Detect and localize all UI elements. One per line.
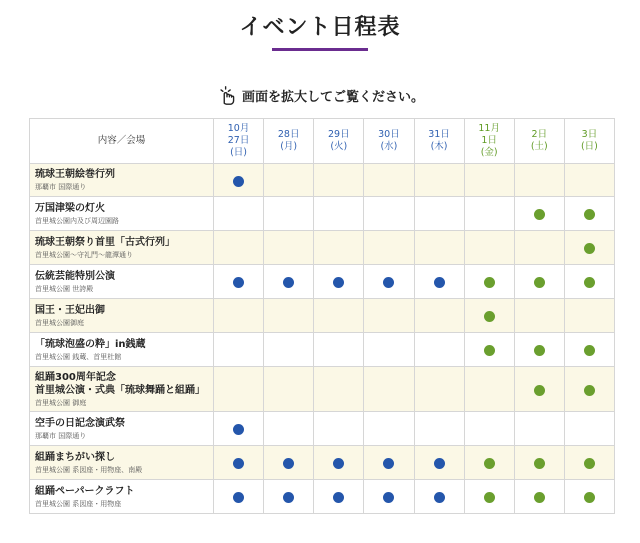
- table-row: [30, 446, 615, 480]
- date-header-line: 1日: [481, 135, 497, 146]
- schedule-cell: [564, 333, 614, 367]
- event-name: 空手の日記念演武祭: [35, 417, 125, 429]
- scheduled-dot-icon: [233, 176, 244, 187]
- date-header-line: 31日: [428, 129, 450, 140]
- event-venue: 首里城公園内及び周辺園路: [35, 216, 119, 225]
- schedule-cell: [414, 333, 464, 367]
- schedule-cell: [214, 446, 264, 480]
- schedule-cell: [514, 265, 564, 299]
- date-column-header: [514, 119, 564, 164]
- scheduled-dot-icon: [484, 277, 495, 288]
- scheduled-dot-icon: [233, 424, 244, 435]
- scheduled-dot-icon: [484, 458, 495, 469]
- schedule-cell: [264, 197, 314, 231]
- scheduled-dot-icon: [233, 458, 244, 469]
- schedule-cell: [414, 197, 464, 231]
- schedule-cell: [264, 265, 314, 299]
- scheduled-dot-icon: [534, 345, 545, 356]
- date-header-line: (土): [530, 141, 548, 152]
- event-name: 万国津梁の灯火: [35, 202, 105, 214]
- schedule-cell: [414, 231, 464, 265]
- date-header-line: (日): [580, 141, 598, 152]
- scheduled-dot-icon: [383, 458, 394, 469]
- hint-text: 画面を拡大してご覧ください。: [241, 89, 424, 105]
- schedule-cell: [264, 446, 314, 480]
- schedule-cell: [414, 367, 464, 412]
- event-cell: [30, 333, 214, 367]
- date-header-line: 10月: [227, 123, 250, 134]
- event-cell: [30, 299, 214, 333]
- event-cell: [30, 446, 214, 480]
- schedule-cell: [314, 197, 364, 231]
- schedule-cell: [264, 412, 314, 446]
- schedule-cell: [364, 333, 414, 367]
- event-cell: [30, 164, 214, 197]
- event-cell: [30, 367, 214, 412]
- scheduled-dot-icon: [484, 492, 495, 503]
- schedule-cell: [564, 480, 614, 514]
- schedule-cell: [514, 231, 564, 265]
- event-name: 組踊300周年記念: [35, 371, 116, 383]
- schedule-cell: [364, 299, 414, 333]
- schedule-cell: [464, 265, 514, 299]
- event-venue: 首里城公園御庭: [35, 318, 84, 327]
- zoom-hint: [0, 84, 640, 106]
- date-header-line: 27日: [227, 135, 250, 146]
- date-column-header: [314, 119, 364, 164]
- date-column-header: [264, 119, 314, 164]
- table-row: [30, 367, 615, 412]
- scheduled-dot-icon: [584, 458, 595, 469]
- schedule-cell: [214, 265, 264, 299]
- date-header-line: 2日: [531, 129, 548, 140]
- event-name: 国王・王妃出御: [35, 304, 105, 316]
- schedule-cell: [364, 197, 414, 231]
- table-row: [30, 333, 615, 367]
- schedule-cell: [464, 480, 514, 514]
- event-venue: 首里城公園 系図座・用物座、南殿: [35, 465, 143, 474]
- scheduled-dot-icon: [534, 492, 545, 503]
- scheduled-dot-icon: [484, 311, 495, 322]
- label-column-header: 内容／会場: [30, 119, 214, 164]
- scheduled-dot-icon: [584, 209, 595, 220]
- scheduled-dot-icon: [383, 492, 394, 503]
- event-venue: 首里城公園 世誇殿: [35, 284, 94, 293]
- schedule-cell: [414, 480, 464, 514]
- event-venue: 首里城公園 銭蔵、首里杜館: [35, 352, 122, 361]
- scheduled-dot-icon: [383, 277, 394, 288]
- scheduled-dot-icon: [233, 277, 244, 288]
- schedule-cell: [364, 231, 414, 265]
- schedule-cell: [364, 367, 414, 412]
- schedule-cell: [464, 367, 514, 412]
- table-row: [30, 231, 615, 265]
- event-name: 琉球王朝絵巻行列: [35, 169, 115, 180]
- scheduled-dot-icon: [333, 277, 344, 288]
- event-venue: 首里城公園～守礼門～龍潭通り: [35, 250, 133, 259]
- date-column-header: [464, 119, 514, 164]
- scheduled-dot-icon: [484, 345, 495, 356]
- schedule-cell: [514, 446, 564, 480]
- schedule-cell: [214, 333, 264, 367]
- schedule-cell: [464, 333, 514, 367]
- table-row: [30, 412, 615, 446]
- schedule-cell: [564, 446, 614, 480]
- schedule-cell: [564, 367, 614, 412]
- date-header-line: 30日: [378, 129, 400, 140]
- schedule-cell: [214, 197, 264, 231]
- schedule-cell: [514, 412, 564, 446]
- date-header-line: 28日: [277, 129, 300, 140]
- event-venue: 首里城公園 御庭: [35, 398, 87, 407]
- event-venue: 首里城公園 系図座・用物座: [35, 499, 122, 508]
- scheduled-dot-icon: [233, 492, 244, 503]
- scheduled-dot-icon: [584, 385, 595, 396]
- schedule-cell: [514, 333, 564, 367]
- schedule-cell: [414, 164, 464, 197]
- schedule-cell: [214, 164, 264, 197]
- date-header-line: (月): [280, 141, 298, 152]
- schedule-cell: [564, 265, 614, 299]
- schedule-cell: [414, 412, 464, 446]
- schedule-cell: [264, 299, 314, 333]
- schedule-cell: [514, 164, 564, 197]
- schedule-cell: [514, 367, 564, 412]
- scheduled-dot-icon: [584, 345, 595, 356]
- schedule-cell: [414, 265, 464, 299]
- scheduled-dot-icon: [584, 243, 595, 254]
- schedule-cell: [464, 412, 514, 446]
- schedule-cell: [364, 480, 414, 514]
- table-body: [30, 164, 615, 514]
- table-row: [30, 480, 615, 514]
- scheduled-dot-icon: [434, 277, 445, 288]
- schedule-cell: [464, 231, 514, 265]
- schedule-cell: [364, 412, 414, 446]
- scheduled-dot-icon: [283, 277, 294, 288]
- event-name: 組踊まちがい探し: [35, 451, 115, 463]
- event-name: 「琉球泡盛の粋」in銭蔵: [35, 338, 146, 350]
- schedule-cell: [564, 231, 614, 265]
- event-cell: [30, 197, 214, 231]
- schedule-cell: [314, 299, 364, 333]
- scheduled-dot-icon: [333, 492, 344, 503]
- event-name: 組踊ペーパークラフト: [35, 485, 135, 497]
- scheduled-dot-icon: [534, 385, 545, 396]
- schedule-cell: [314, 333, 364, 367]
- event-venue: 那覇市 国際通り: [35, 183, 87, 191]
- schedule-cell: [564, 299, 614, 333]
- date-header-line: (木): [430, 141, 448, 152]
- schedule-cell: [514, 480, 564, 514]
- schedule-cell: [514, 299, 564, 333]
- scheduled-dot-icon: [584, 277, 595, 288]
- event-venue: 那覇市 国際通り: [35, 431, 87, 440]
- schedule-cell: [264, 164, 314, 197]
- date-column-header: [364, 119, 414, 164]
- date-header-line: 3日: [581, 129, 598, 140]
- event-cell: [30, 265, 214, 299]
- schedule-cell: [264, 333, 314, 367]
- schedule-cell: [314, 164, 364, 197]
- schedule-cell: [214, 231, 264, 265]
- schedule-cell: [214, 299, 264, 333]
- schedule-cell: [264, 367, 314, 412]
- title-underline: [272, 48, 368, 51]
- schedule-cell: [214, 367, 264, 412]
- schedule-cell: [414, 299, 464, 333]
- table-row: [30, 265, 615, 299]
- scheduled-dot-icon: [434, 492, 445, 503]
- table-row: [30, 299, 615, 333]
- schedule-cell: [214, 412, 264, 446]
- schedule-cell: [314, 231, 364, 265]
- event-name: 琉球王朝祭り首里「古式行列」: [35, 236, 175, 248]
- scheduled-dot-icon: [283, 458, 294, 469]
- event-cell: [30, 480, 214, 514]
- schedule-cell: [564, 164, 614, 197]
- schedule-cell: [314, 412, 364, 446]
- schedule-cell: [314, 446, 364, 480]
- scheduled-dot-icon: [333, 458, 344, 469]
- schedule-cell: [564, 412, 614, 446]
- table-row: [30, 164, 615, 197]
- event-schedule-table: [29, 118, 615, 514]
- schedule-cell: [514, 197, 564, 231]
- event-cell: [30, 231, 214, 265]
- schedule-cell: [314, 265, 364, 299]
- schedule-cell: [364, 446, 414, 480]
- scheduled-dot-icon: [584, 492, 595, 503]
- schedule-cell: [214, 480, 264, 514]
- schedule-cell: [464, 446, 514, 480]
- date-header-line: (金): [480, 147, 498, 158]
- date-header-line: (日): [230, 147, 248, 158]
- date-column-header: [564, 119, 614, 164]
- scheduled-dot-icon: [534, 458, 545, 469]
- schedule-cell: [464, 197, 514, 231]
- schedule-cell: [364, 265, 414, 299]
- schedule-cell: [264, 231, 314, 265]
- table-row: [30, 197, 615, 231]
- schedule-cell: [264, 480, 314, 514]
- date-header-line: 29日: [328, 129, 350, 140]
- event-cell: [30, 412, 214, 446]
- date-column-header: [414, 119, 464, 164]
- tap-finger-icon: [216, 84, 238, 106]
- scheduled-dot-icon: [283, 492, 294, 503]
- scheduled-dot-icon: [534, 209, 545, 220]
- scheduled-dot-icon: [534, 277, 545, 288]
- table-header-row: [30, 119, 615, 164]
- schedule-cell: [564, 197, 614, 231]
- schedule-cell: [364, 164, 414, 197]
- date-column-header: [214, 119, 264, 164]
- date-header-line: 11月: [478, 123, 500, 134]
- page-title: イベント日程表: [239, 15, 401, 40]
- event-name: 伝統芸能特別公演: [35, 270, 115, 282]
- date-header-line: (水): [380, 141, 398, 152]
- schedule-cell: [414, 446, 464, 480]
- schedule-cell: [464, 299, 514, 333]
- event-name: 首里城公演・式典「琉球舞踊と組踊」: [35, 384, 205, 396]
- schedule-cell: [314, 367, 364, 412]
- schedule-cell: [314, 480, 364, 514]
- date-header-line: (火): [330, 141, 348, 152]
- schedule-cell: [464, 164, 514, 197]
- scheduled-dot-icon: [434, 458, 445, 469]
